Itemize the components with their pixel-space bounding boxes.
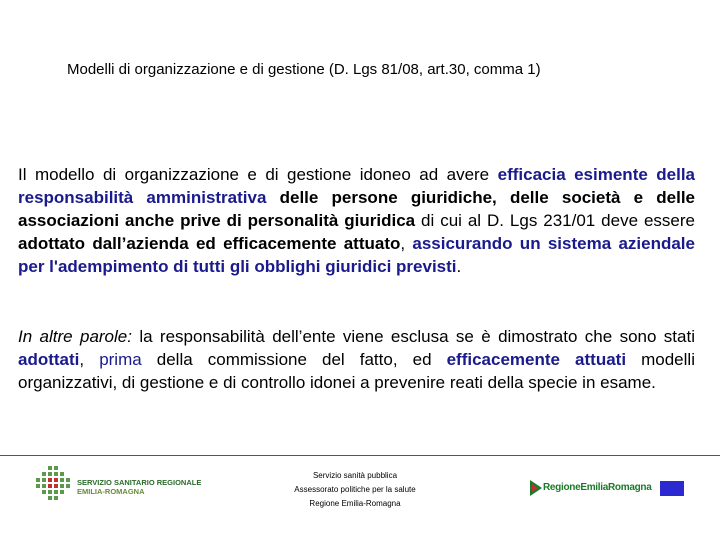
footer-line-2: Assessorato politiche per la salute: [294, 485, 416, 494]
p1-text-4: .: [456, 257, 462, 276]
p2-text-3: della commissione del fatto, ed: [141, 350, 447, 369]
footer-line-1: Servizio sanità pubblica: [312, 471, 398, 480]
ssr-line-1: SERVIZIO SANITARIO REGIONALE: [77, 478, 202, 487]
p2-text-2: ,: [79, 350, 100, 369]
regione-logo-text: RegioneEmiliaRomagna: [543, 482, 652, 493]
p2-text-1: la responsabilità dell’ente viene esclusa se è dimostrato che sono stati: [131, 327, 695, 346]
eu-flag-icon: [660, 481, 684, 496]
p1-highlight-efficacia: efficacia esimente della responsabilità amministrativa: [18, 165, 696, 207]
p1-bold-adottato: adottato dall’azienda ed efficacemente attuato: [18, 234, 401, 253]
footer-credits: [255, 469, 455, 511]
slide-title: Modelli di organizzazione e di gestione (D. Lgs 81/08, art.30, comma 1): [67, 61, 541, 78]
p1-text-2: di cui al D. Lgs 231/01 deve essere: [415, 211, 695, 230]
footer-line-3: Regione Emilia-Romagna: [309, 499, 401, 508]
p1-text-3: ,: [400, 234, 413, 253]
p2-highlight-efficacemente: efficacemente attuati: [446, 350, 627, 369]
p1-highlight-assicurando: assicurando un sistema aziendale per l'adempimento di tutti gli obblighi giuridici previsti: [18, 234, 695, 276]
paragraph-in-altre-parole: [18, 325, 695, 394]
regione-logo-icon: [530, 480, 542, 496]
p1-bold-persone: delle persone giuridiche, delle società e delle associazioni anche prive di personalità giuridica: [18, 188, 695, 230]
p2-highlight-prima: prima: [99, 350, 142, 369]
p2-text-4: modelli organizzativi, di gestione e di controllo idonei a prevenire reati della specie in esame.: [18, 350, 695, 392]
ssr-logo-icon: [34, 466, 74, 504]
p2-highlight-adottati: adottati: [18, 350, 80, 369]
ssr-line-2: EMILIA-ROMAGNA: [77, 487, 145, 496]
p2-italic-lead: In altre parole:: [18, 327, 132, 346]
ssr-logo-text: [77, 478, 201, 496]
footer-divider: [0, 455, 720, 456]
paragraph-model-definition: [18, 163, 695, 278]
p1-text-1: Il modello di organizzazione e di gestione idoneo ad avere: [18, 165, 498, 184]
